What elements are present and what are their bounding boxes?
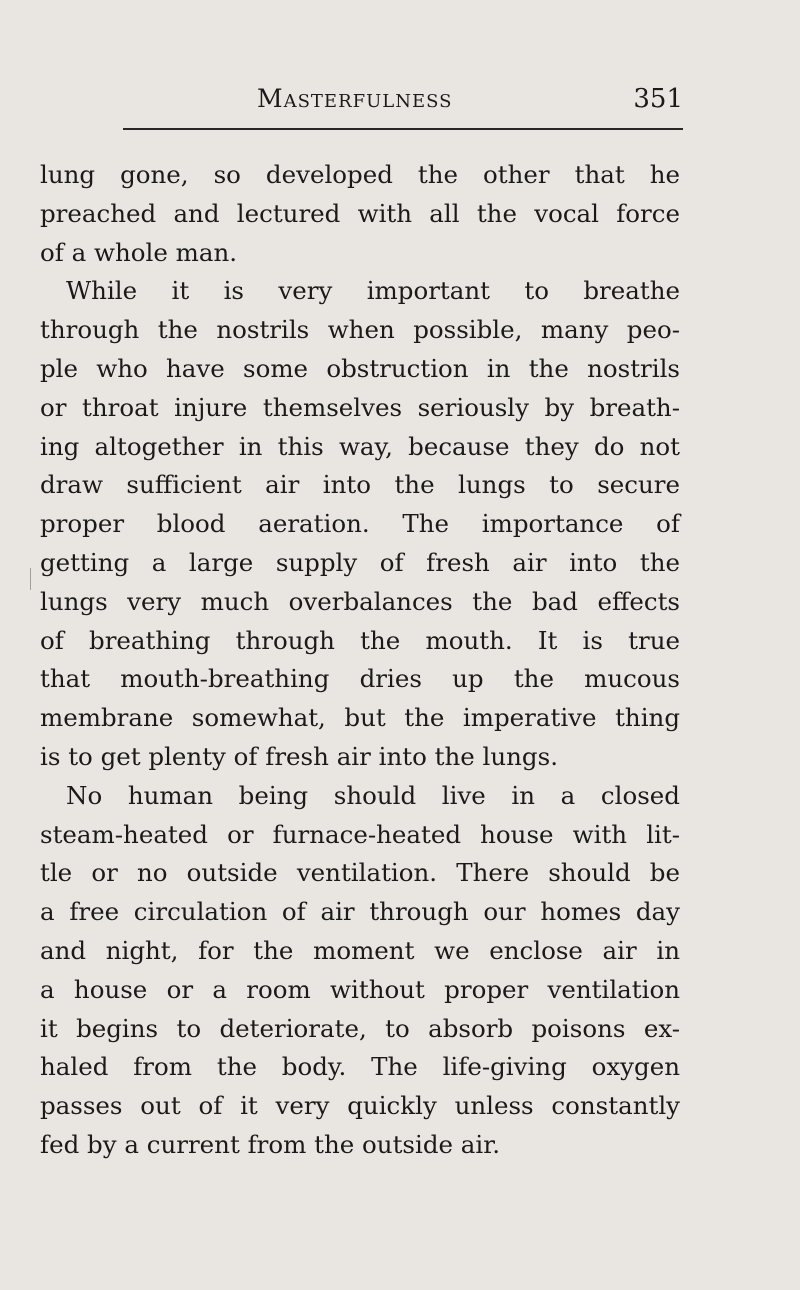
text-line: proper blood aeration. The importance of <box>40 509 680 539</box>
text-line: draw sufficient air into the lungs to secure <box>40 470 680 500</box>
text-line: While it is very important to breathe <box>66 276 680 306</box>
text-line: ing altogether in this way, because they do not <box>40 431 680 461</box>
text-line: a free circulation of air through our homes day <box>40 897 680 927</box>
text-line: membrane somewhat, but the imperative thing <box>40 703 680 733</box>
text-line: of breathing through the mouth. It is true <box>40 625 680 655</box>
text-line: No human being should live in a closed <box>66 780 680 810</box>
text-line: through the nostrils when possible, many peo- <box>40 315 680 345</box>
text-line: haled from the body. The life-giving oxygen <box>40 1052 680 1082</box>
running-head <box>100 78 683 122</box>
text-line: and night, for the moment we enclose air in <box>40 935 680 965</box>
margin-mark <box>30 568 31 590</box>
text-line: of a whole man. <box>40 237 238 267</box>
header-rule <box>123 128 683 130</box>
text-line: is to get plenty of fresh air into the lungs. <box>40 741 558 771</box>
text-line: tle or no outside ventilation. There should be <box>40 858 680 888</box>
text-line: preached and lectured with all the vocal force <box>40 198 680 228</box>
text-line: passes out of it very quickly unless constantly <box>40 1091 680 1121</box>
text-line: lungs very much overbalances the bad effects <box>40 586 680 616</box>
text-line: getting a large supply of fresh air into the <box>40 547 680 577</box>
page-number: 351 <box>633 84 683 114</box>
text-line: it begins to deteriorate, to absorb poisons ex- <box>40 1013 680 1043</box>
text-line: a house or a room without proper ventilation <box>40 974 680 1004</box>
text-line: fed by a current from the outside air. <box>40 1129 501 1159</box>
text-line: ple who have some obstruction in the nostrils <box>40 353 680 383</box>
text-line: or throat injure themselves seriously by breath- <box>40 392 680 422</box>
paragraph-3 <box>40 777 680 1165</box>
text-line: steam-heated or furnace-heated house with lit- <box>40 819 680 849</box>
running-title: Masterfulness <box>257 84 453 113</box>
paragraph-2 <box>40 272 680 776</box>
body-text <box>40 156 680 1165</box>
paragraph-1 <box>40 156 680 272</box>
text-line: lung gone, so developed the other that he <box>40 160 680 189</box>
text-line: that mouth-breathing dries up the mucous <box>40 664 680 694</box>
